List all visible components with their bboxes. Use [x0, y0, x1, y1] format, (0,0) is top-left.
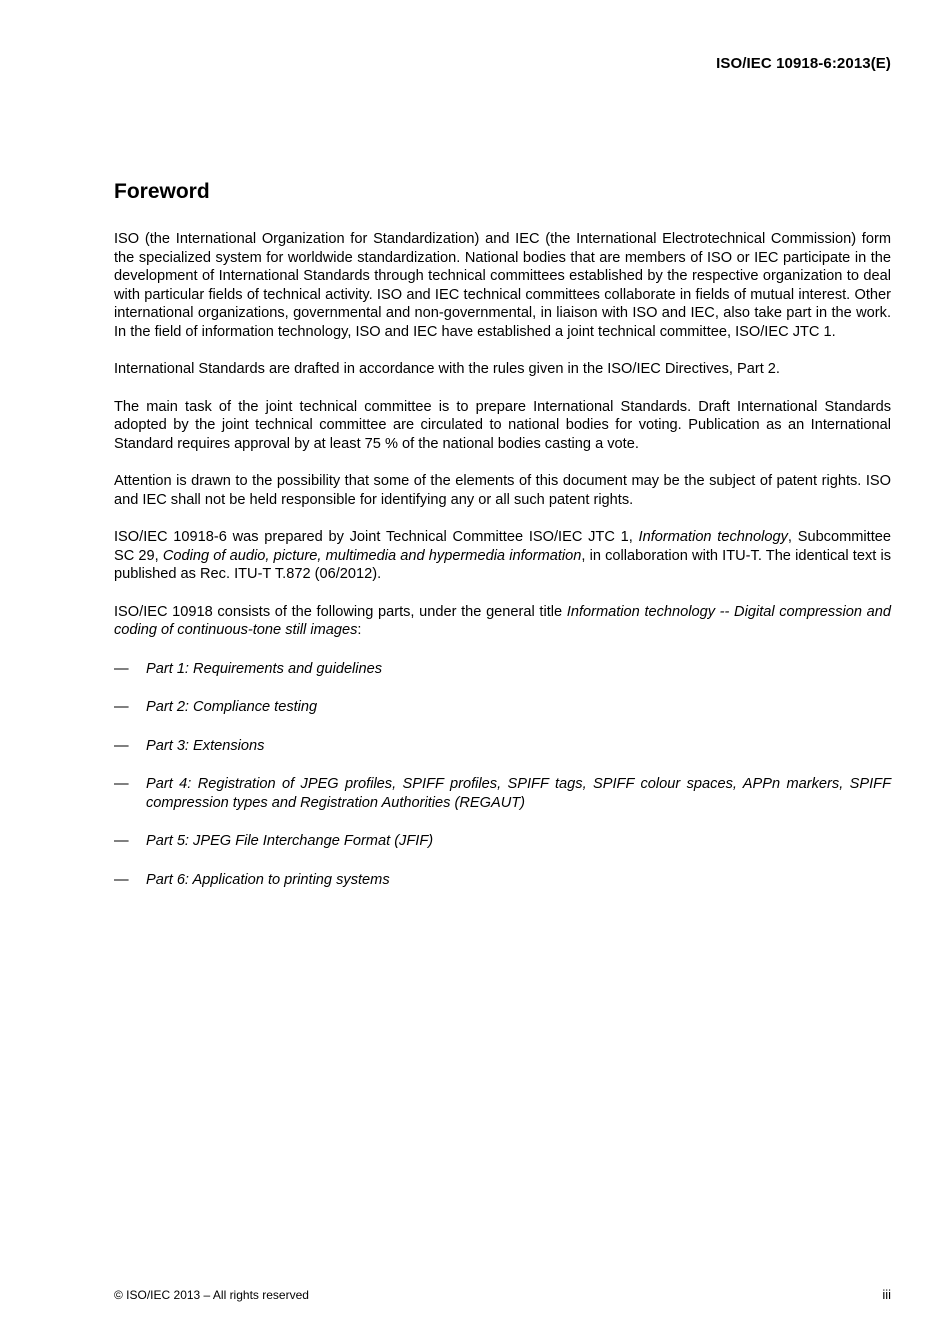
foreword-body — [114, 230, 891, 909]
paragraph-iso-iec-intro: ISO (the International Organization for Standardization) and IEC (the International Electrotechnical Commission) form the specialized system for worldwide standardization. National bodies that are members of ISO or IEC participate in the development of International Standards through technical committees established by the respective organization to deal with particular fields of technical activity. ISO and IEC technical committees collaborate in fields of mutual interest. Other international organizations, governmental and non-governmental, in liaison with ISO and IEC, also take part in the work. In the field of information technology, ISO and IEC have established a joint technical committee, ISO/IEC JTC 1. — [114, 231, 891, 340]
list-dash: — — [114, 660, 129, 677]
list-item — [114, 737, 891, 756]
prepared-by-text-a: ISO/IEC 10918-6 was prepared by Joint Technical Committee ISO/IEC JTC 1, — [114, 529, 639, 545]
parts-intro-text-a: ISO/IEC 10918 consists of the following parts, under the general title — [114, 603, 567, 620]
page-title: Foreword — [114, 180, 210, 203]
part-6: Part 6: Application to printing systems — [146, 871, 390, 888]
list-item — [114, 832, 891, 851]
paragraph-main-task: The main task of the joint technical committee is to prepare International Standards. Draft International Standards adopted by the joint technical committee are circulated to national bodies for voting. Publication as an International Standard requires approval by at least 75 % of the national bodies casting a vote. — [114, 398, 891, 452]
prepared-by-text-b: , Subcommittee SC 29, — [114, 529, 891, 564]
part-4: Part 4: Registration of JPEG profiles, SPIFF profiles, SPIFF tags, SPIFF colour spaces, APPn markers, SPIFF compression types and Registration Authorities (REGAUT) — [146, 776, 891, 811]
parts-list — [114, 660, 891, 890]
prepared-by-text-c: , in collaboration with ITU-T. The identical text is published as Rec. ITU-T T.872 (06/2012). — [114, 547, 892, 582]
list-dash: — — [114, 699, 129, 715]
prepared-by-italic-b: Coding of audio, picture, multimedia and hypermedia information — [162, 547, 582, 564]
part-5: Part 5: JPEG File Interchange Format (JFIF) — [146, 833, 434, 849]
prepared-by-italic-a: Information technology — [638, 529, 788, 545]
parts-intro-italic-title: Information technology -- Digital compression and coding of continuous-tone still images — [114, 603, 891, 638]
page-number: iii — [882, 1287, 891, 1302]
parts-intro-text-b: : — [357, 622, 362, 638]
list-item — [114, 775, 891, 812]
part-1: Part 1: Requirements and guidelines — [146, 660, 383, 677]
part-3: Part 3: Extensions — [146, 737, 265, 754]
list-dash: — — [114, 833, 129, 849]
copyright-notice: © ISO/IEC 2013 – All rights reserved — [114, 1288, 309, 1302]
list-dash: — — [114, 737, 129, 754]
list-dash: — — [114, 871, 129, 888]
list-item — [114, 871, 891, 890]
list-dash: — — [114, 776, 129, 792]
part-2: Part 2: Compliance testing — [146, 699, 318, 715]
paragraph-prepared-by — [114, 528, 891, 584]
paragraph-directives: International Standards are drafted in accordance with the rules given in the ISO/IEC Directives, Part 2. — [114, 361, 780, 377]
list-item — [114, 698, 891, 717]
document-code: ISO/IEC 10918-6:2013(E) — [716, 55, 891, 72]
paragraph-parts-intro — [114, 603, 891, 640]
list-item — [114, 660, 891, 679]
paragraph-patent-rights: Attention is drawn to the possibility that some of the elements of this document may be the subject of patent rights. ISO and IEC shall not be held responsible for identifying any or all such patent rights. — [114, 473, 891, 508]
